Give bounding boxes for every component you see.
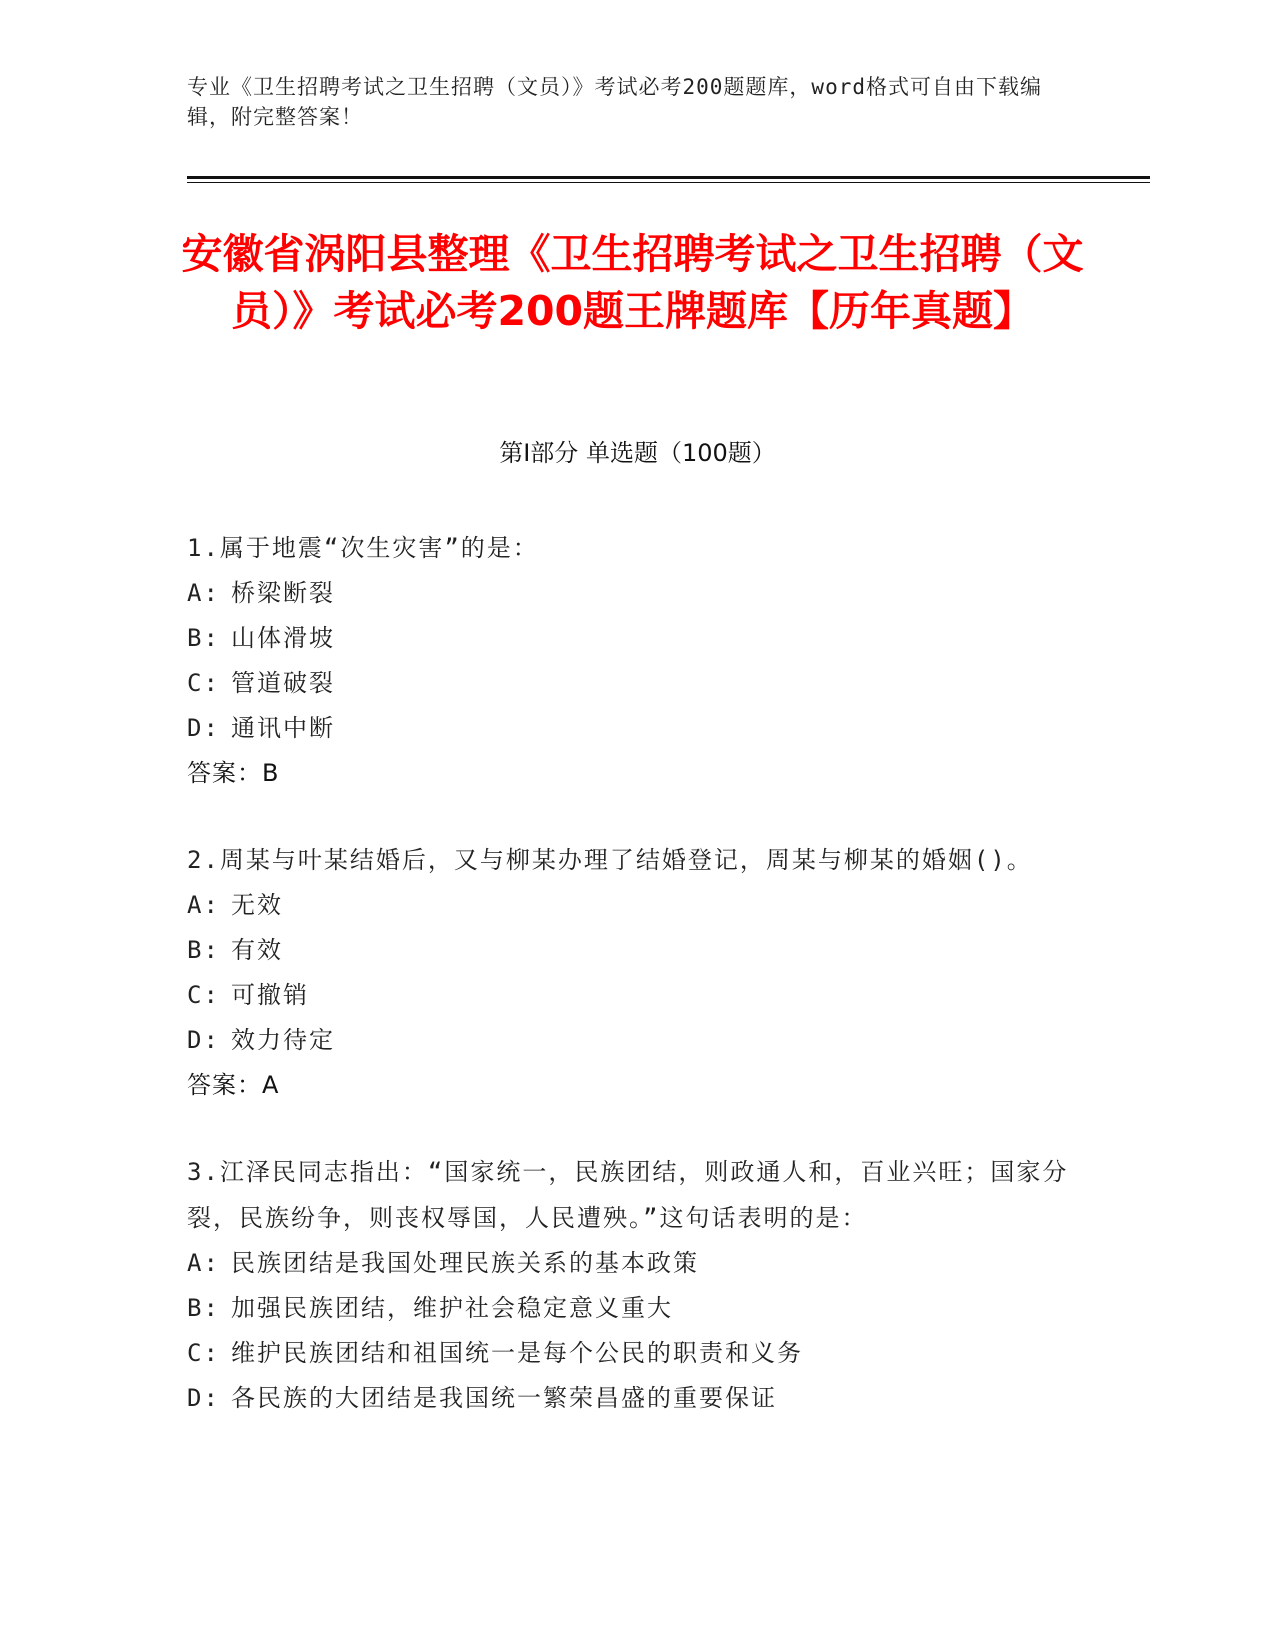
option-letter: D:: [187, 714, 220, 742]
option-letter: A:: [187, 1249, 220, 1277]
option-letter: A:: [187, 891, 220, 919]
option-b: [187, 1286, 1087, 1331]
option-text: 无效: [231, 891, 283, 919]
option-b: [187, 928, 1087, 973]
option-b: [187, 616, 1087, 661]
option-letter: A:: [187, 579, 220, 607]
document-title: 安徽省涡阳县整理《卫生招聘考试之卫生招聘（文员）》考试必考200题王牌题库【历年真题】: [181, 230, 1084, 335]
option-letter: B:: [187, 936, 220, 964]
option-text: 通讯中断: [231, 714, 335, 742]
option-text: 可撤销: [231, 981, 309, 1009]
option-text: 民族团结是我国处理民族关系的基本政策: [231, 1249, 699, 1277]
option-d: [187, 706, 1087, 751]
option-text: 效力待定: [231, 1026, 335, 1054]
option-d: [187, 1376, 1087, 1421]
question-1: [187, 525, 1087, 796]
question-2: [187, 837, 1087, 1108]
question-3: [187, 1149, 1087, 1421]
option-text: 山体滑坡: [231, 624, 335, 652]
question-list: [187, 525, 1087, 1462]
answer-line: 答案：B: [187, 759, 280, 787]
option-letter: C:: [187, 1339, 220, 1367]
header-note: 专业《卫生招聘考试之卫生招聘（文员）》考试必考200题题库，word格式可自由下载编辑，附完整答案！: [187, 75, 1042, 129]
option-a: [187, 1241, 1087, 1286]
option-letter: C:: [187, 981, 220, 1009]
option-text: 各民族的大团结是我国统一繁荣昌盛的重要保证: [231, 1384, 777, 1412]
option-c: [187, 661, 1087, 706]
option-text: 桥梁断裂: [231, 579, 335, 607]
option-text: 维护民族团结和祖国统一是每个公民的职责和义务: [231, 1339, 803, 1367]
option-c: [187, 1331, 1087, 1376]
answer-line: 答案：A: [187, 1071, 280, 1099]
option-text: 有效: [231, 936, 283, 964]
option-a: [187, 883, 1087, 928]
question-stem: 1.属于地震“次生灾害”的是：: [187, 534, 539, 562]
option-letter: B:: [187, 624, 220, 652]
option-letter: D:: [187, 1026, 220, 1054]
option-text: 管道破裂: [231, 669, 335, 697]
header-rule-thick: [187, 176, 1150, 179]
option-a: [187, 571, 1087, 616]
option-d: [187, 1018, 1087, 1063]
option-letter: D:: [187, 1384, 220, 1412]
option-c: [187, 973, 1087, 1018]
option-letter: B:: [187, 1294, 220, 1322]
header-rule-thin: [187, 182, 1150, 183]
option-text: 加强民族团结，维护社会稳定意义重大: [231, 1294, 673, 1322]
option-letter: C:: [187, 669, 220, 697]
question-stem: 2.周某与叶某结婚后，又与柳某办理了结婚登记，周某与柳某的婚姻()。: [187, 846, 1033, 874]
section-heading: 第Ⅰ部分 单选题（100题）: [499, 439, 776, 467]
question-stem: 3.江泽民同志指出：“国家统一，民族团结，则政通人和，百业兴旺；国家分裂，民族纷争，则丧权辱国，人民遭殃。”这句话表明的是：: [187, 1158, 1069, 1232]
